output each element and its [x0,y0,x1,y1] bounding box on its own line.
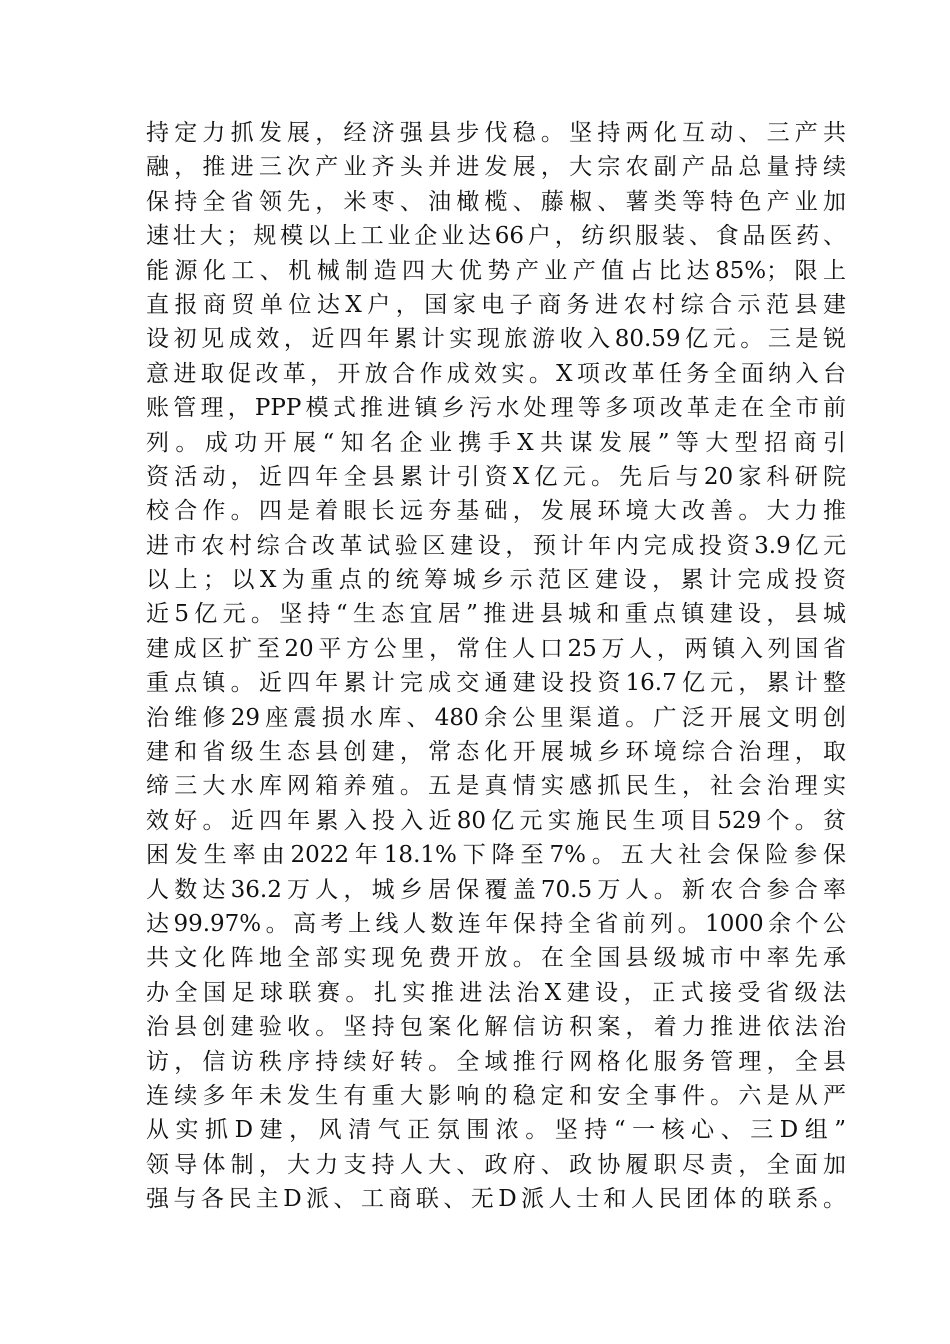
text-line: 意进取促改革，开放合作成效实。X项改革任务全面纳入台 [146,360,846,387]
text-line: 融，推进三次产业齐头并进发展，大宗农副产品总量持续 [146,154,846,181]
text-line: 效好。近四年累入投入近80亿元实施民生项目529个。贫 [146,807,846,834]
text-line: 领导体制，大力支持人大、政府、政协履职尽责，全面加 [146,1151,846,1178]
text-line: 保持全省领先，米枣、油橄榄、藤椒、薯类等特色产业加 [146,188,846,215]
text-line: 治县创建验收。坚持包案化解信访积案，着力推进依法治 [146,1014,846,1041]
text-line: 困发生率由2022年18.1%下降至7%。五大社会保险参保 [146,842,846,869]
text-line: 设初见成效，近四年累计实现旅游收入80.59亿元。三是锐 [146,326,846,353]
text-line: 人数达36.2万人，城乡居保覆盖70.5万人。新农合参合率 [146,876,846,903]
body-text [146,116,846,1217]
text-line: 列。成功开展“知名企业携手X共谋发展”等大型招商引 [146,429,846,456]
text-line: 能源化工、机械制造四大优势产业产值占比达85%；限上 [146,257,846,284]
text-line: 近5亿元。坚持“生态宜居”推进县城和重点镇建设，县城 [146,601,846,628]
text-line: 建成区扩至20平方公里，常住人口25万人，两镇入列国省 [146,635,846,662]
text-line: 强与各民主D派、工商联、无D派人士和人民团体的联系。 [146,1186,846,1213]
text-line: 以上；以X为重点的统筹城乡示范区建设，累计完成投资 [146,567,846,594]
text-line: 治维修29座震损水库、480余公里渠道。广泛开展文明创 [146,704,846,731]
text-line: 缔三大水库网箱养殖。五是真情实感抓民生，社会治理实 [146,773,846,800]
text-line: 连续多年未发生有重大影响的稳定和安全事件。六是从严 [146,1082,846,1109]
text-line: 从实抓D建，风清气正氛围浓。坚持“一核心、三D组” [146,1117,846,1144]
text-line: 直报商贸单位达X户，国家电子商务进农村综合示范县建 [146,291,846,318]
text-line: 持定力抓发展，经济强县步伐稳。坚持两化互动、三产共 [146,120,846,146]
text-line: 速壮大；规模以上工业企业达66户，纺织服装、食品医药、 [146,223,846,250]
text-line: 办全国足球联赛。扎实推进法治X建设，正式接受省级法 [146,979,846,1006]
text-line: 进市农村综合改革试验区建设，预计年内完成投资3.9亿元 [146,532,846,559]
text-line: 校合作。四是着眼长远夯基础，发展环境大改善。大力推 [146,498,846,525]
text-line: 重点镇。近四年累计完成交通建设投资16.7亿元，累计整 [146,670,846,697]
text-line: 共文化阵地全部实现免费开放。在全国县级城市中率先承 [146,945,846,972]
text-line: 账管理，PPP模式推进镇乡污水处理等多项改革走在全市前 [146,395,846,422]
text-line: 资活动，近四年全县累计引资X亿元。先后与20家科研院 [146,463,846,490]
text-line: 建和省级生态县创建，常态化开展城乡环境综合治理，取 [146,739,846,766]
text-line: 访，信访秩序持续好转。全域推行网格化服务管理，全县 [146,1048,846,1075]
text-line: 达99.97%。高考上线人数连年保持全省前列。1000余个公 [146,910,846,937]
